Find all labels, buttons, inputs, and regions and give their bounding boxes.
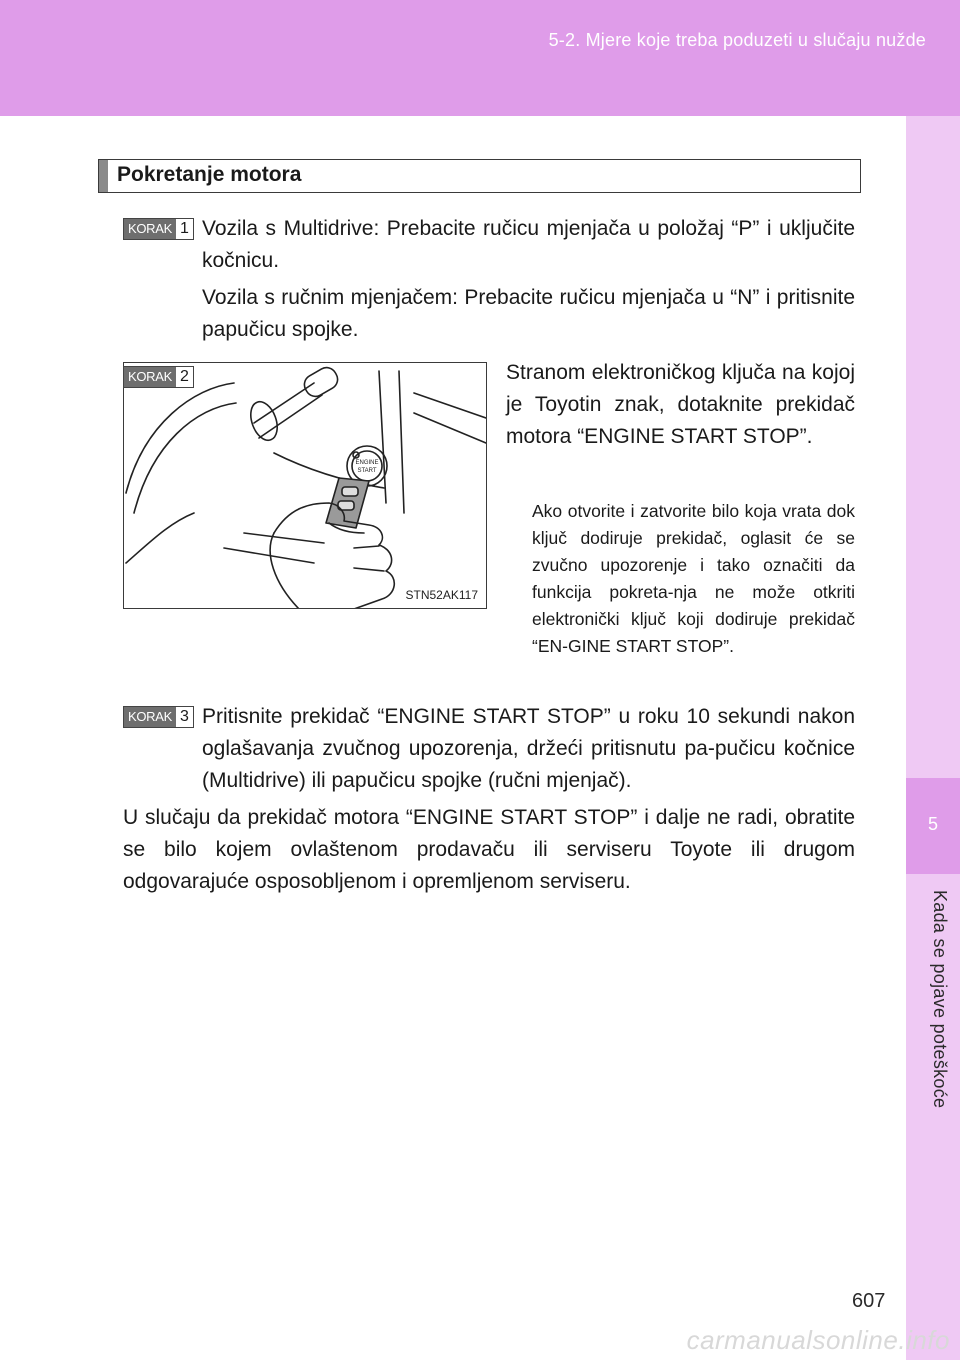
step-2-badge-number: 2 [176,367,193,387]
step-2-note: Ako otvorite i zatvorite bilo koja vrata dok ključ dodiruje prekidač, oglasit će se zvučno upozorenje i tako označiti da funkcija pokreta-nja ne može otkriti elektronički ključ koji dodiruje prekidač “EN-GINE START STOP”. [532,501,855,656]
figure-code: STN52AK117 [405,588,478,602]
step-3-badge-word: KORAK [124,707,176,727]
step-1-badge [123,218,194,240]
step-3-badge-number: 3 [176,707,193,727]
page-number: 607 [852,1290,886,1312]
header-section-ref: 5-2. Mjere koje treba poduzeti u slučaju nužde [548,30,926,50]
section-heading-bar [98,159,861,193]
step-3-text: Pritisnite prekidač “ENGINE START STOP” u roku 10 sekundi nakon oglašavanja zvučnog upozorenja, držeći pritisnutu pa-pučicu kočnice (Multidrive) ili papučicu spojke (ručni mjenjač). [202,705,855,792]
step-3-badge [123,706,194,728]
step-1-badge-word: KORAK [124,219,176,239]
figure-illustration [124,363,487,609]
watermark-text: carmanualsonline.info [686,1325,950,1355]
button-label-start: START [357,468,377,474]
step-1-text-b: Vozila s ručnim mjenjačem: Prebacite ručicu mjenjača u “N” i pritisnite papučicu spojke. [202,286,855,341]
button-label-engine: ENGINE [355,460,379,466]
step-1-text-a: Vozila s Multidrive: Prebacite ručicu mjenjača u položaj “P” i uključite kočnicu. [202,217,855,272]
figure-key-touch-button [123,362,487,609]
chapter-title: Kada se pojave poteškoće [930,890,950,1109]
header-band [0,0,960,116]
section-heading-accent [99,160,108,192]
side-tab-band [906,116,960,1360]
step-2-badge [123,366,194,388]
closing-paragraph: U slučaju da prekidač motora “ENGINE START STOP” i dalje ne radi, obratite se bilo kojem ovlaštenom prodavaču ili serviseru Toyote ili drugom odgovarajuće osposobljenom i opremljenom serviseru. [123,806,855,893]
step-2-badge-word: KORAK [124,367,176,387]
chapter-number: 5 [927,814,938,834]
step-2-text: Stranom elektroničkog ključa na kojoj je Toyotin znak, dotaknite prekidač motora “ENGINE START STOP”. [506,361,855,448]
section-title: Pokretanje motora [117,163,302,186]
side-chapter-tab [906,778,960,874]
step-1-badge-number: 1 [176,219,193,239]
